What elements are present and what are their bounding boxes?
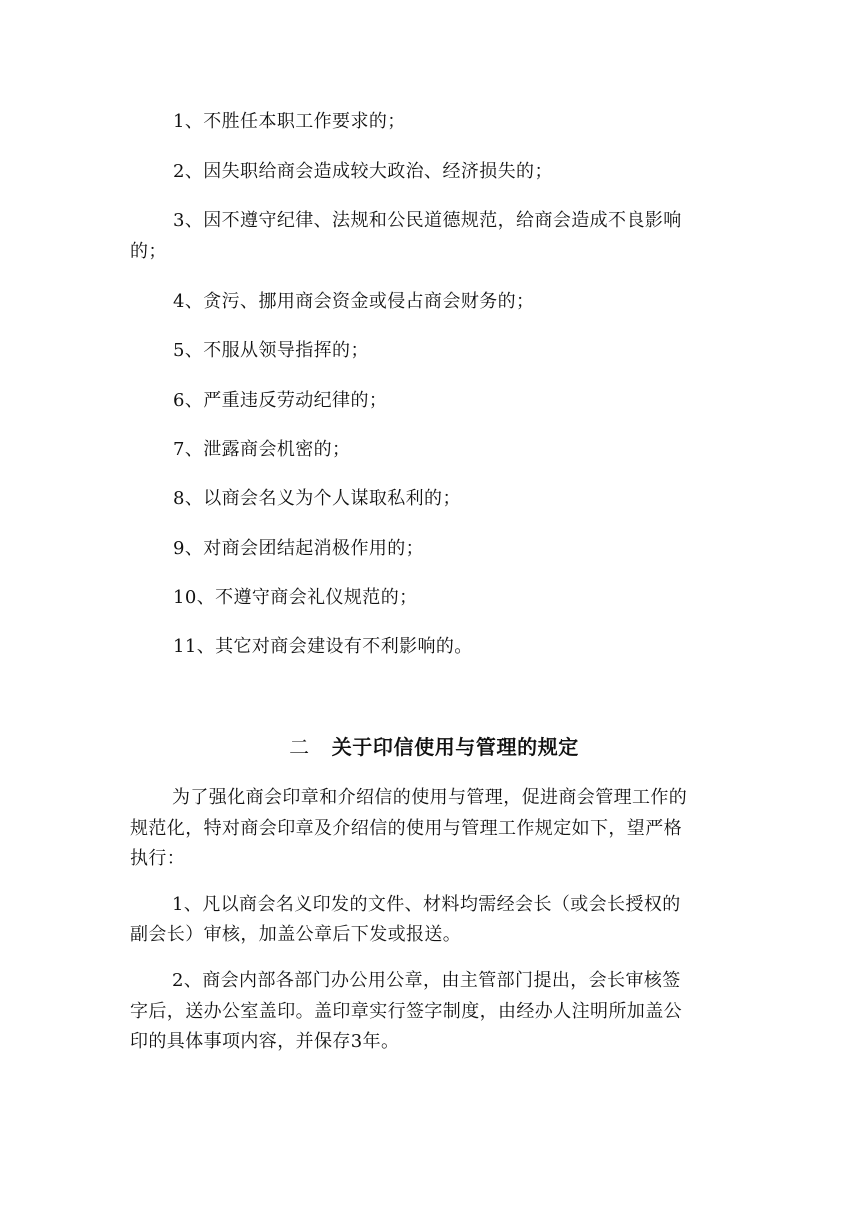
paragraph-line: 执行：: [130, 848, 186, 869]
section-number: 二: [289, 735, 310, 759]
list-item: 5、不服从领导指挥的；: [173, 340, 369, 361]
section-heading: [0, 733, 868, 761]
paragraph-line: 1、凡以商会名义印发的文件、材料均需经会长（或会长授权的: [172, 894, 681, 915]
paragraph-line: 副会长）审核，加盖公章后下发或报送。: [130, 924, 462, 945]
list-item: 3、因不遵守纪律、法规和公民道德规范，给商会造成不良影响: [173, 210, 682, 231]
section-title: 关于印信使用与管理的规定: [331, 735, 579, 759]
list-item: 7、泄露商会机密的；: [173, 439, 351, 460]
paragraph-line: 规范化，特对商会印章及介绍信的使用与管理工作规定如下，望严格: [130, 818, 682, 839]
paragraph-line: 为了强化商会印章和介绍信的使用与管理，促进商会管理工作的: [172, 787, 688, 808]
list-item: 4、贪污、挪用商会资金或侵占商会财务的；: [173, 291, 535, 312]
paragraph-line: 字后，送办公室盖印。盖印章实行签字制度，由经办人注明所加盖公: [130, 1001, 682, 1022]
list-item-continuation: 的；: [130, 241, 167, 262]
list-item: 1、不胜任本职工作要求的；: [173, 111, 406, 132]
list-item: 10、不遵守商会礼仪规范的；: [173, 587, 418, 608]
paragraph-line: 2、商会内部各部门办公用公章，由主管部门提出，会长审核签: [172, 970, 681, 991]
list-item: 6、严重违反劳动纪律的；: [173, 390, 388, 411]
list-item: 2、因失职给商会造成较大政治、经济损失的；: [173, 161, 553, 182]
paragraph-line: 印的具体事项内容，并保存3年。: [130, 1031, 400, 1052]
list-item: 8、以商会名义为个人谋取私利的；: [173, 488, 461, 509]
list-item: 11、其它对商会建设有不利影响的。: [173, 636, 473, 657]
list-item: 9、对商会团结起消极作用的；: [173, 538, 425, 559]
